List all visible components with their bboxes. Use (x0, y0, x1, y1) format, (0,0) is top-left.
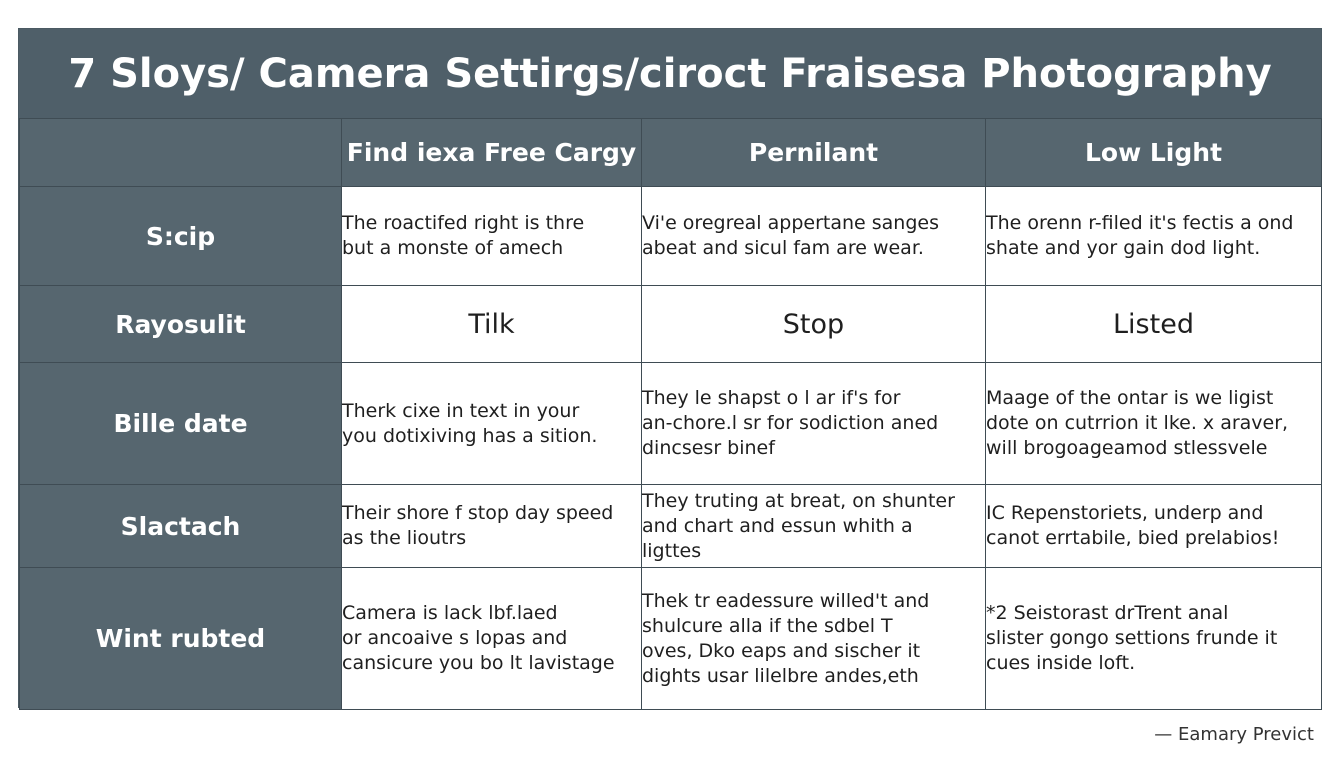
row-header: Bille date (20, 363, 342, 485)
cell-line: but a monste of amech (342, 237, 564, 259)
table-cell (986, 363, 1322, 485)
cell-line: Camera is lack lbf.laed (342, 602, 558, 624)
cell-line: Thek tr eadessure willed't and (642, 589, 930, 612)
column-header: Pernilant (642, 119, 986, 187)
table-cell (342, 363, 642, 485)
cell-line: dincsesr binef (642, 437, 775, 459)
cell-line: oves, Dko eaps and sischer it (642, 639, 921, 662)
table-cell (342, 568, 642, 710)
row-header: Slactach (20, 485, 342, 568)
table-cell (642, 187, 986, 286)
table-header-row (20, 119, 1322, 187)
cell-line: Listed (1113, 308, 1194, 340)
table-cell (986, 568, 1322, 710)
settings-table (19, 118, 1322, 710)
cell-line: slister gongo settions frunde it (986, 627, 1278, 649)
table-cell (642, 568, 986, 710)
table-row (20, 485, 1322, 568)
page-title: 7 Sloys/ Camera Settirgs/ciroct Fraisesa Photography (19, 29, 1321, 119)
settings-table-frame (18, 28, 1322, 708)
cell-line: dote on cutrrion it lke. x araver, (986, 412, 1289, 434)
cell-line: Therk cixe in text in your (342, 399, 580, 422)
table-row (20, 187, 1322, 286)
corner-header-cell (20, 119, 342, 187)
table-cell (642, 363, 986, 485)
cell-line: canot errtabile, bied prelabios! (986, 527, 1280, 549)
cell-line: IC Repenstoriets, underp and (986, 502, 1264, 524)
cell-line: abeat and sicul fam are wear. (642, 237, 924, 259)
cell-line: dights usar lilelbre andes,eth (642, 664, 919, 687)
cell-line: Stop (782, 308, 845, 340)
table-row (20, 363, 1322, 485)
cell-line: shulcure alla if the sdbel T (642, 614, 893, 637)
table-row (20, 286, 1322, 363)
table-cell (642, 485, 986, 568)
table-cell (342, 187, 642, 286)
cell-line: They truting at breat, on shunter (642, 489, 955, 512)
cell-line: Vi'e oregreal appertane sanges (642, 212, 939, 234)
footer-credit: — Eamary Previct (1154, 724, 1314, 745)
cell-line: you dotixiving has a sition. (342, 424, 598, 447)
table-cell (342, 485, 642, 568)
cell-line: cansicure you bo lt lavistage (342, 652, 615, 674)
cell-line: Tilk (468, 308, 515, 340)
row-header: Rayosulit (20, 286, 342, 363)
table-cell (642, 286, 986, 363)
table-row (20, 568, 1322, 710)
cell-line: and chart and essun whith a (642, 514, 913, 537)
row-header: S:cip (20, 187, 342, 286)
table-cell (342, 286, 642, 363)
cell-line: They le shapst o l ar if's for (642, 387, 901, 409)
cell-line: shate and yor gain dod light. (986, 237, 1261, 259)
cell-line: Maage of the ontar is we ligist (986, 387, 1274, 409)
row-header: Wint rubted (20, 568, 342, 710)
cell-line: Their shore f stop day speed (342, 502, 614, 524)
cell-line: The orenn r-filed it's fectis a ond (986, 212, 1294, 234)
cell-line: *2 Seistorast drTrent anal (986, 602, 1229, 624)
column-header: Low Light (986, 119, 1322, 187)
cell-line: or ancoaive s lopas and (342, 627, 568, 649)
cell-line: cues inside loft. (986, 652, 1136, 674)
cell-line: as the lioutrs (342, 527, 467, 549)
cell-line: The roactifed right is thre (342, 212, 585, 234)
cell-line: an-chore.l sr for sodiction aned (642, 412, 939, 434)
cell-line: will brogoageamod stlessvele (986, 437, 1268, 459)
cell-line: ligttes (642, 539, 702, 562)
table-cell (986, 187, 1322, 286)
table-cell (986, 286, 1322, 363)
column-header: Find iexa Free Cargy (342, 119, 642, 187)
table-cell (986, 485, 1322, 568)
